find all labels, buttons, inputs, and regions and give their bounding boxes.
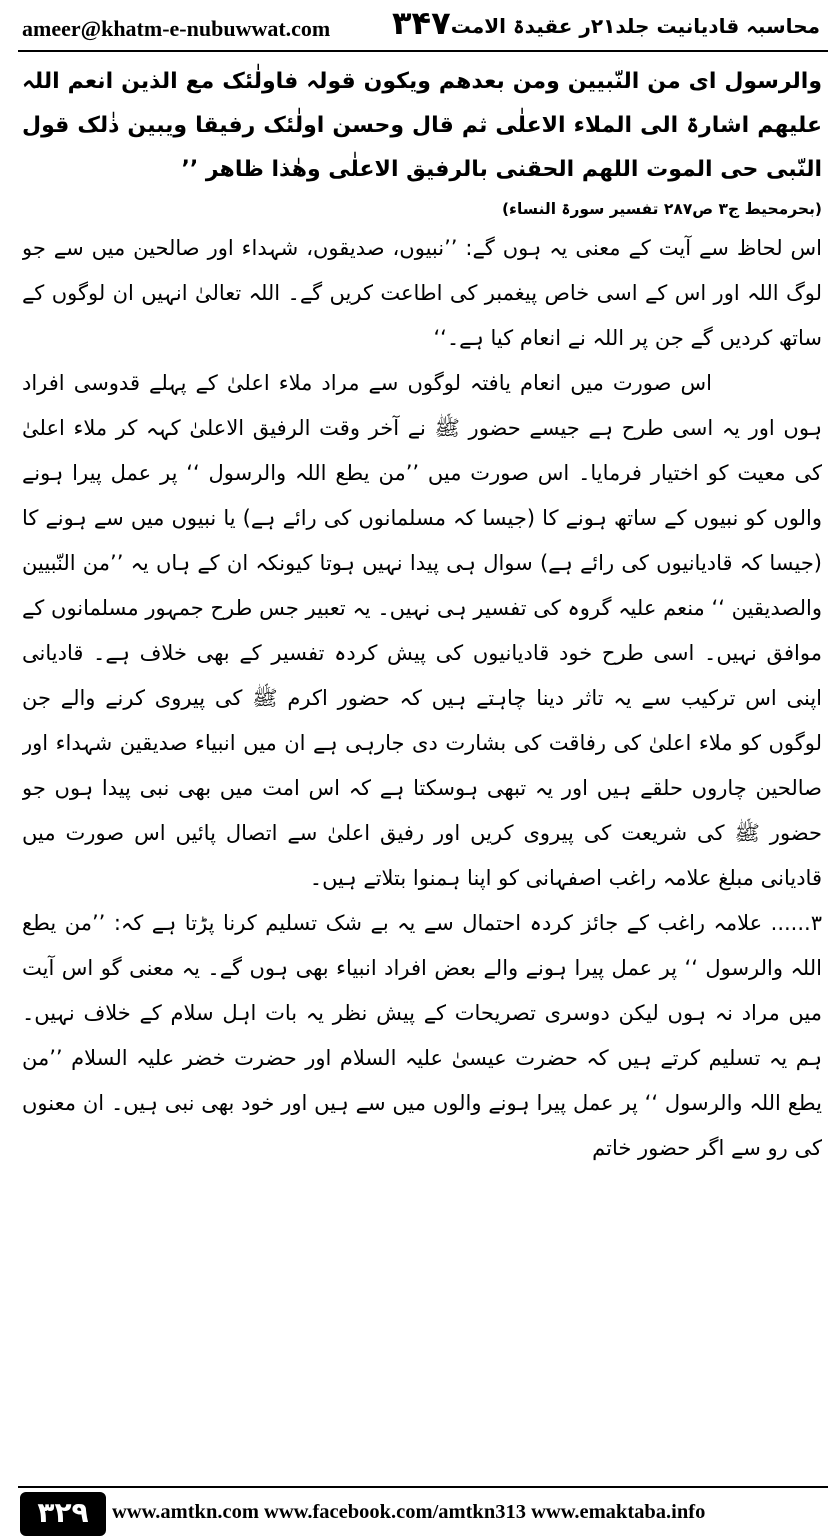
- page-body: [22, 60, 822, 1472]
- paragraph-1: اس لحاظ سے آیت کے معنی یہ ہوں گے: ’’نبیوں، صدیقوں، شہداء اور صالحین میں سے جو لوگ اللہ اور اس کے اسی خاص پیغمبر کی اطاعت کریں گے۔ اللہ تعالیٰ انہیں ان لوگوں کے ساتھ کردیں گے جن پر اللہ نے انعام کیا ہے۔‘‘: [22, 236, 822, 350]
- footer-links: www.amtkn.com www.facebook.com/amtkn313 www.emaktaba.info: [112, 1501, 706, 1523]
- header-book-title: محاسبہ قادیانیت جلد۲۱ر عقیدۃ الامت: [450, 14, 820, 38]
- footer-divider: [18, 1486, 828, 1488]
- header-divider: [18, 50, 828, 52]
- page-header: [18, 6, 826, 46]
- paragraph-2: اس صورت میں انعام یافتہ لوگوں سے مراد ملاء اعلیٰ کے پہلے قدوسی افراد ہوں اور یہ اسی طرح ہے جیسے حضور ﷺ نے آخر وقت الرفیق الاعلیٰ کہہ کر ملاء اعلیٰ کی معیت کو اختیار فرمایا۔ اس صورت میں ’’من یطع اللہ والرسول ‘‘ پر عمل پیرا ہونے والوں کو نبیوں کے ساتھ ہونے کا (جیسا کہ مسلمانوں کی رائے ہے) یا نبیوں میں سے ہونے کا (جیسا کہ قادیانیوں کی رائے ہے) سوال ہی پیدا نہیں ہوتا کیونکہ ان کے ہاں یہ ’’من النّبیین والصدیقین ‘‘ منعم علیہ گروہ کی تفسیر ہی نہیں۔ یہ تعبیر جس طرح جمہور مسلمانوں کے موافق نہیں۔ اسی طرح خود قادیانیوں کی پیش کردہ تفسیر کے بھی خلاف ہے۔ قادیانی اپنی اس ترکیب سے یہ تاثر دینا چاہتے ہیں کہ حضور اکرم ﷺ کی پیروی کرنے والے جن لوگوں کو ملاء اعلیٰ کی رفاقت کی بشارت دی جارہی ہے ان میں انبیاء صدیقین شہداء اور صالحین چاروں حلقے ہیں اور یہ تبھی ہوسکتا ہے کہ اس امت میں بھی نبی پیدا ہوں جو حضور ﷺ کی شریعت کی پیروی کریں اور رفیق اعلیٰ سے اتصال پائیں اس صورت میں قادیانی مبلغ علامہ راغب اصفہانی کو اپنا ہمنوا بتلاتے ہیں۔: [22, 371, 822, 890]
- footer-page-number: ۳۲۹: [20, 1492, 106, 1536]
- header-email: ameer@khatm-e-nubuwwat.com: [22, 16, 331, 41]
- reference-citation: (بحرمحیط ج۳ ص۲۸۷ تفسیر سورۃ النساء): [501, 200, 822, 218]
- paragraph-3: ۳...... علامہ راغب کے جائز کردہ احتمال سے یہ بے شک تسلیم کرنا پڑتا ہے کہ: ’’من یطع اللہ والرسول ‘‘ پر عمل پیرا ہونے والے بعض افراد انبیاء بھی ہوں گے۔ یہ معنی گو اس آیت میں مراد نہ ہوں لیکن دوسری تصریحات کے پیش نظر یہ بات اہل سلام کے خلاف نہیں۔ ہم یہ تسلیم کرتے ہیں کہ حضرت عیسیٰ علیہ السلام اور حضرت خضر علیہ السلام ’’من یطع اللہ والرسول ‘‘ پر عمل پیرا ہونے والوں میں سے ہیں اور خود بھی نبی ہیں۔ ان معنوں کی رو سے اگر حضور خاتم: [22, 911, 822, 1160]
- arabic-quote: والرسول ای من النّبیین ومن بعدھم ویکون قولہ فاولٰئک مع الذین انعم اللہ علیھم اشارۃ الی الملاء الاعلٰی ثم قال وحسن اولٰئک رفیقا ویبین ذٰلک قول النّبی حی الموت اللھم الحقنی بالرفیق الاعلٰی وھٰذا ظاھر ’’: [22, 69, 822, 182]
- page-footer: [16, 1492, 828, 1534]
- header-page-number: ۳۴۷: [392, 4, 451, 42]
